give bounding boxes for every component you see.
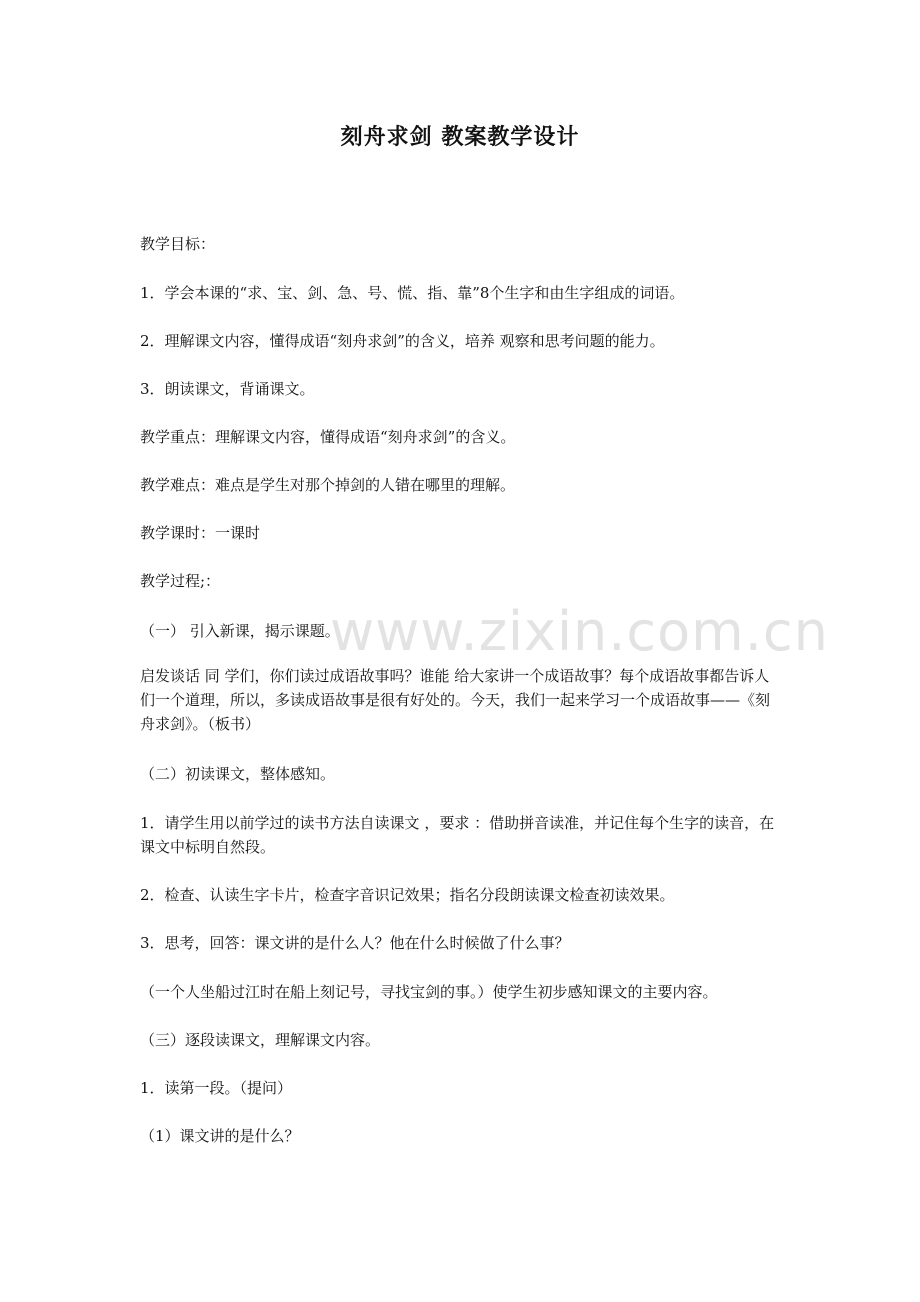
paragraph-step-3: 3．思考，回答：课文讲的是什么人？他在什么时候做了什么事？: [140, 934, 570, 952]
paragraph-step-1: 1．请学生用以前学过的读书方法自读课文 ，要求 ：借助拼音读准，并记住每个生字的读音，在课文中标明自然段。: [140, 814, 775, 856]
paragraph-answer: （一个人坐船过江时在船上刻记号，寻找宝剑的事。）使学生初步感知课文的主要内容。: [140, 983, 718, 1001]
paragraph-key-point: 教学重点：理解课文内容，懂得成语“刻舟求剑”的含义。: [140, 428, 516, 446]
paragraph-class-hours: 教学课时：一课时: [140, 524, 261, 542]
watermark: www.zixin.com.cn: [330, 600, 829, 663]
paragraph-teaching-goals: 教学目标：: [140, 235, 216, 253]
paragraph-question-1: （1）课文讲的是什么？: [140, 1127, 300, 1145]
paragraph-step-2: 2．检查、认读生字卡片，检查字音识记效果；指名分段朗读课文检查初读效果。: [140, 886, 675, 904]
paragraph-read-first: 1．读第一段。（提问）: [140, 1079, 293, 1097]
document-title: 刻舟求剑 教案教学设计: [340, 125, 580, 150]
paragraph-section-1: （一） 引入新课，揭示课题。: [140, 622, 340, 640]
paragraph-goal-1: 1．学会本课的“求、宝、剑、急、号、慌、指、靠”8个生字和由生字组成的词语。: [140, 284, 685, 302]
paragraph-section-3: （三）逐段读课文，理解课文内容。: [140, 1031, 381, 1049]
paragraph-goal-3: 3．朗读课文，背诵课文。: [140, 380, 315, 398]
paragraph-section-2: （二）初读课文，整体感知。: [140, 765, 336, 783]
paragraph-intro-talk: 启发谈话 同 学们，你们读过成语故事吗？谁能 给大家讲一个成语故事？每个成语故事都告诉人们一个道理，所以，多读成语故事是很有好处的。今天，我们一起来学习一个成语故事——《刻舟求剑》。（板书）: [140, 667, 771, 733]
paragraph-process: 教学过程;：: [140, 572, 221, 590]
paragraph-goal-2: 2．理解课文内容，懂得成语“刻舟求剑”的含义，培养 观察和思考问题的能力。: [140, 332, 665, 350]
paragraph-difficulty: 教学难点：难点是学生对那个掉剑的人错在哪里的理解。: [140, 476, 516, 494]
